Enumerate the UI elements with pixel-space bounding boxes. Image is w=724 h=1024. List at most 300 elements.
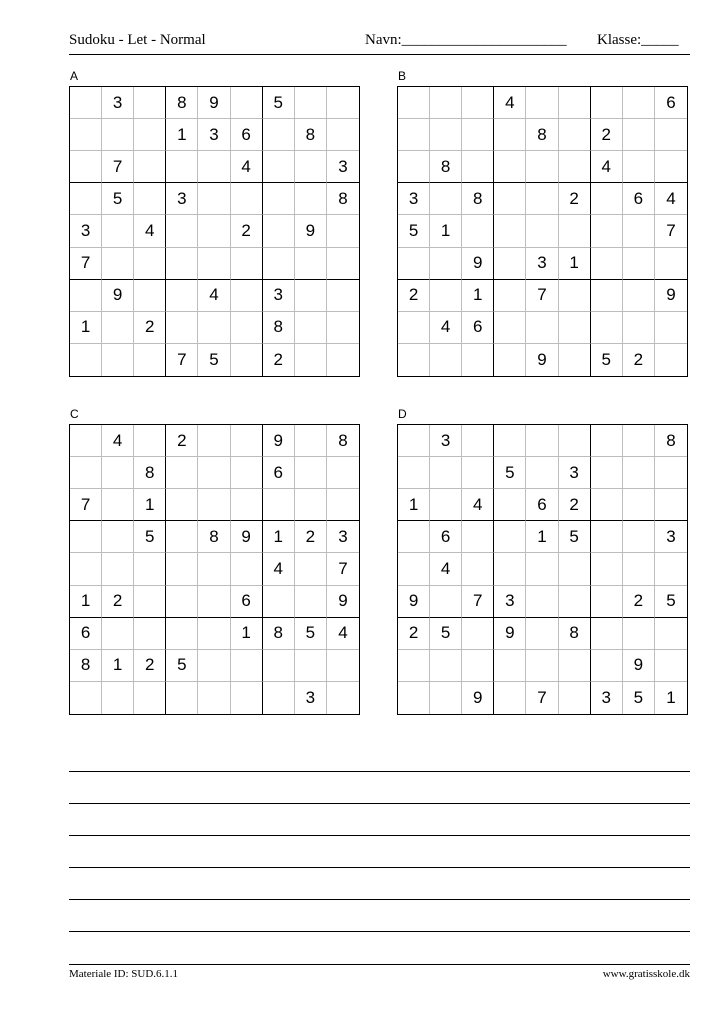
sudoku-cell: 1 bbox=[559, 248, 591, 280]
sudoku-cell: 8 bbox=[166, 87, 198, 119]
sudoku-cell bbox=[166, 215, 198, 247]
sudoku-cell: 8 bbox=[655, 425, 687, 457]
sudoku-cell bbox=[398, 650, 430, 682]
sudoku-cell bbox=[494, 280, 526, 312]
sudoku-cell bbox=[591, 521, 623, 553]
sudoku-cell bbox=[430, 119, 462, 151]
sudoku-cell bbox=[591, 87, 623, 119]
writing-line bbox=[69, 867, 690, 868]
sudoku-cell bbox=[327, 87, 359, 119]
sudoku-cell: 2 bbox=[623, 344, 655, 376]
sudoku-cell bbox=[263, 489, 295, 521]
sudoku-cell: 8 bbox=[263, 618, 295, 650]
sudoku-cell: 6 bbox=[462, 312, 494, 344]
sudoku-cell: 2 bbox=[134, 650, 166, 682]
puzzle-d-label: D bbox=[398, 407, 407, 421]
sudoku-cell bbox=[166, 553, 198, 585]
sudoku-cell: 7 bbox=[70, 489, 102, 521]
sudoku-cell bbox=[623, 618, 655, 650]
sudoku-grid-d bbox=[397, 424, 688, 715]
sudoku-cell bbox=[559, 87, 591, 119]
sudoku-cell: 3 bbox=[327, 151, 359, 183]
sudoku-cell: 9 bbox=[494, 618, 526, 650]
sudoku-cell bbox=[102, 553, 134, 585]
sudoku-cell: 3 bbox=[263, 280, 295, 312]
sudoku-cell: 7 bbox=[526, 280, 558, 312]
sudoku-cell bbox=[134, 119, 166, 151]
sudoku-cell: 1 bbox=[102, 650, 134, 682]
sudoku-cell: 3 bbox=[295, 682, 327, 714]
sudoku-cell bbox=[166, 521, 198, 553]
sudoku-cell: 4 bbox=[430, 553, 462, 585]
sudoku-cell bbox=[430, 682, 462, 714]
sudoku-cell: 3 bbox=[655, 521, 687, 553]
sudoku-cell bbox=[623, 312, 655, 344]
sudoku-cell bbox=[166, 248, 198, 280]
sudoku-cell bbox=[591, 248, 623, 280]
sudoku-cell bbox=[526, 312, 558, 344]
sudoku-cell: 6 bbox=[263, 457, 295, 489]
sudoku-cell bbox=[494, 553, 526, 585]
sudoku-cell: 3 bbox=[198, 119, 230, 151]
writing-line bbox=[69, 803, 690, 804]
sudoku-cell bbox=[591, 553, 623, 585]
sudoku-cell: 2 bbox=[559, 183, 591, 215]
sudoku-cell bbox=[494, 650, 526, 682]
sudoku-cell: 2 bbox=[231, 215, 263, 247]
sudoku-cell bbox=[559, 151, 591, 183]
sudoku-cell bbox=[102, 215, 134, 247]
writing-line bbox=[69, 771, 690, 772]
sudoku-cell bbox=[591, 312, 623, 344]
sudoku-cell bbox=[231, 650, 263, 682]
sudoku-cell bbox=[623, 248, 655, 280]
sudoku-cell bbox=[623, 425, 655, 457]
header-rule bbox=[69, 54, 690, 55]
sudoku-cell bbox=[591, 457, 623, 489]
sudoku-cell bbox=[295, 553, 327, 585]
website-link: www.gratisskole.dk bbox=[602, 968, 690, 980]
sudoku-cell: 5 bbox=[134, 521, 166, 553]
sudoku-cell bbox=[526, 425, 558, 457]
sudoku-cell: 2 bbox=[295, 521, 327, 553]
sudoku-grid-c bbox=[69, 424, 360, 715]
sudoku-cell bbox=[134, 425, 166, 457]
sudoku-cell bbox=[623, 87, 655, 119]
sudoku-cell bbox=[655, 489, 687, 521]
writing-line bbox=[69, 899, 690, 900]
sudoku-cell bbox=[327, 280, 359, 312]
sudoku-cell bbox=[559, 425, 591, 457]
sudoku-cell bbox=[327, 312, 359, 344]
sudoku-cell bbox=[70, 183, 102, 215]
sudoku-cell: 9 bbox=[102, 280, 134, 312]
name-field: Navn:______________________ bbox=[365, 32, 567, 48]
sudoku-cell: 5 bbox=[398, 215, 430, 247]
sudoku-cell bbox=[166, 312, 198, 344]
sudoku-cell bbox=[655, 248, 687, 280]
sudoku-cell: 7 bbox=[526, 682, 558, 714]
sudoku-cell bbox=[231, 553, 263, 585]
sudoku-cell: 7 bbox=[166, 344, 198, 376]
sudoku-cell bbox=[231, 489, 263, 521]
sudoku-cell bbox=[462, 521, 494, 553]
sudoku-cell bbox=[198, 682, 230, 714]
sudoku-cell bbox=[134, 87, 166, 119]
sudoku-cell: 5 bbox=[494, 457, 526, 489]
sudoku-cell: 6 bbox=[231, 586, 263, 618]
sudoku-cell bbox=[166, 682, 198, 714]
sudoku-cell bbox=[494, 248, 526, 280]
sudoku-cell bbox=[327, 344, 359, 376]
sudoku-cell: 4 bbox=[655, 183, 687, 215]
sudoku-cell bbox=[559, 553, 591, 585]
sudoku-cell bbox=[70, 344, 102, 376]
sudoku-cell bbox=[462, 151, 494, 183]
sudoku-cell bbox=[198, 425, 230, 457]
sudoku-cell: 1 bbox=[398, 489, 430, 521]
sudoku-cell bbox=[102, 618, 134, 650]
sudoku-cell: 4 bbox=[102, 425, 134, 457]
sudoku-cell bbox=[263, 119, 295, 151]
sudoku-cell: 1 bbox=[430, 215, 462, 247]
sudoku-cell bbox=[430, 586, 462, 618]
sudoku-cell bbox=[102, 489, 134, 521]
sudoku-cell bbox=[526, 586, 558, 618]
sudoku-cell bbox=[655, 457, 687, 489]
sudoku-cell bbox=[494, 682, 526, 714]
sudoku-cell: 3 bbox=[327, 521, 359, 553]
sudoku-cell: 8 bbox=[134, 457, 166, 489]
sudoku-cell bbox=[231, 344, 263, 376]
sudoku-cell bbox=[70, 280, 102, 312]
sudoku-cell bbox=[494, 151, 526, 183]
sudoku-cell bbox=[295, 457, 327, 489]
sudoku-cell bbox=[430, 87, 462, 119]
sudoku-cell bbox=[295, 344, 327, 376]
sudoku-cell bbox=[591, 586, 623, 618]
sudoku-cell: 3 bbox=[591, 682, 623, 714]
sudoku-cell bbox=[295, 183, 327, 215]
sudoku-cell bbox=[398, 87, 430, 119]
sudoku-cell bbox=[198, 183, 230, 215]
page-header bbox=[69, 32, 690, 54]
sudoku-cell bbox=[102, 521, 134, 553]
sudoku-cell bbox=[623, 119, 655, 151]
sudoku-cell bbox=[295, 586, 327, 618]
sudoku-cell bbox=[398, 457, 430, 489]
sudoku-cell: 7 bbox=[327, 553, 359, 585]
sudoku-cell bbox=[102, 248, 134, 280]
sudoku-cell bbox=[623, 280, 655, 312]
sudoku-cell bbox=[327, 119, 359, 151]
sudoku-cell bbox=[134, 586, 166, 618]
sudoku-cell bbox=[655, 553, 687, 585]
sudoku-cell bbox=[263, 183, 295, 215]
sudoku-grid-b bbox=[397, 86, 688, 377]
sudoku-cell bbox=[462, 457, 494, 489]
sudoku-cell bbox=[398, 682, 430, 714]
sudoku-cell bbox=[430, 344, 462, 376]
sudoku-cell: 1 bbox=[231, 618, 263, 650]
sudoku-cell bbox=[102, 457, 134, 489]
sudoku-cell: 3 bbox=[526, 248, 558, 280]
sudoku-cell bbox=[591, 618, 623, 650]
sudoku-cell bbox=[655, 618, 687, 650]
sudoku-cell: 3 bbox=[166, 183, 198, 215]
sudoku-cell: 7 bbox=[462, 586, 494, 618]
sudoku-cell bbox=[623, 215, 655, 247]
sudoku-cell bbox=[263, 650, 295, 682]
sudoku-cell bbox=[134, 344, 166, 376]
sudoku-cell bbox=[231, 312, 263, 344]
sudoku-cell: 2 bbox=[623, 586, 655, 618]
sudoku-cell bbox=[398, 312, 430, 344]
sudoku-cell bbox=[102, 682, 134, 714]
sudoku-cell: 3 bbox=[494, 586, 526, 618]
sudoku-cell bbox=[295, 87, 327, 119]
sudoku-cell bbox=[623, 489, 655, 521]
worksheet-title: Sudoku - Let - Normal bbox=[69, 32, 206, 48]
sudoku-cell: 3 bbox=[398, 183, 430, 215]
sudoku-cell bbox=[494, 312, 526, 344]
writing-line bbox=[69, 931, 690, 932]
sudoku-cell: 9 bbox=[623, 650, 655, 682]
puzzle-c-label: C bbox=[70, 407, 79, 421]
sudoku-cell: 6 bbox=[70, 618, 102, 650]
sudoku-cell bbox=[462, 425, 494, 457]
sudoku-cell bbox=[430, 183, 462, 215]
sudoku-cell: 6 bbox=[231, 119, 263, 151]
sudoku-cell: 6 bbox=[526, 489, 558, 521]
sudoku-cell: 3 bbox=[430, 425, 462, 457]
sudoku-cell: 2 bbox=[134, 312, 166, 344]
sudoku-cell bbox=[494, 215, 526, 247]
sudoku-cell bbox=[430, 248, 462, 280]
sudoku-cell bbox=[198, 618, 230, 650]
sudoku-cell bbox=[295, 280, 327, 312]
sudoku-cell bbox=[559, 215, 591, 247]
sudoku-cell: 4 bbox=[430, 312, 462, 344]
sudoku-cell bbox=[198, 553, 230, 585]
sudoku-cell bbox=[526, 457, 558, 489]
sudoku-cell bbox=[327, 215, 359, 247]
sudoku-cell bbox=[430, 650, 462, 682]
sudoku-cell bbox=[398, 151, 430, 183]
sudoku-cell bbox=[430, 489, 462, 521]
sudoku-cell: 5 bbox=[295, 618, 327, 650]
sudoku-cell bbox=[327, 650, 359, 682]
sudoku-cell: 1 bbox=[70, 312, 102, 344]
sudoku-cell bbox=[198, 650, 230, 682]
sudoku-cell bbox=[398, 248, 430, 280]
sudoku-cell bbox=[198, 457, 230, 489]
sudoku-cell bbox=[295, 650, 327, 682]
sudoku-cell bbox=[430, 457, 462, 489]
sudoku-cell: 8 bbox=[526, 119, 558, 151]
sudoku-cell bbox=[166, 618, 198, 650]
sudoku-cell: 5 bbox=[559, 521, 591, 553]
sudoku-cell bbox=[494, 489, 526, 521]
sudoku-cell: 5 bbox=[102, 183, 134, 215]
writing-line bbox=[69, 835, 690, 836]
sudoku-cell bbox=[655, 650, 687, 682]
sudoku-cell: 1 bbox=[134, 489, 166, 521]
sudoku-cell bbox=[102, 119, 134, 151]
puzzle-b-label: B bbox=[398, 69, 407, 83]
sudoku-cell: 8 bbox=[295, 119, 327, 151]
sudoku-cell bbox=[134, 553, 166, 585]
sudoku-cell bbox=[134, 280, 166, 312]
sudoku-cell bbox=[327, 248, 359, 280]
class-field: Klasse:_____ bbox=[597, 32, 679, 48]
sudoku-cell bbox=[655, 312, 687, 344]
sudoku-cell bbox=[591, 650, 623, 682]
sudoku-cell bbox=[295, 151, 327, 183]
sudoku-cell: 1 bbox=[526, 521, 558, 553]
sudoku-cell bbox=[398, 425, 430, 457]
sudoku-cell: 1 bbox=[263, 521, 295, 553]
sudoku-cell bbox=[70, 521, 102, 553]
sudoku-cell bbox=[263, 215, 295, 247]
sudoku-cell bbox=[295, 489, 327, 521]
sudoku-cell bbox=[166, 489, 198, 521]
sudoku-cell bbox=[430, 280, 462, 312]
sudoku-cell: 2 bbox=[102, 586, 134, 618]
sudoku-cell bbox=[494, 119, 526, 151]
sudoku-cell: 9 bbox=[327, 586, 359, 618]
sudoku-cell: 4 bbox=[134, 215, 166, 247]
sudoku-cell bbox=[494, 425, 526, 457]
sudoku-cell bbox=[655, 151, 687, 183]
sudoku-cell: 1 bbox=[166, 119, 198, 151]
sudoku-cell bbox=[70, 151, 102, 183]
sudoku-cell: 9 bbox=[398, 586, 430, 618]
sudoku-cell: 9 bbox=[462, 682, 494, 714]
sudoku-cell: 4 bbox=[462, 489, 494, 521]
sudoku-cell bbox=[623, 457, 655, 489]
sudoku-cell bbox=[526, 87, 558, 119]
sudoku-cell: 4 bbox=[231, 151, 263, 183]
sudoku-cell bbox=[526, 183, 558, 215]
sudoku-cell bbox=[70, 553, 102, 585]
sudoku-cell: 8 bbox=[430, 151, 462, 183]
sudoku-cell bbox=[623, 151, 655, 183]
sudoku-cell: 8 bbox=[462, 183, 494, 215]
sudoku-cell: 5 bbox=[655, 586, 687, 618]
sudoku-cell bbox=[526, 151, 558, 183]
sudoku-cell: 6 bbox=[655, 87, 687, 119]
sudoku-cell bbox=[198, 215, 230, 247]
sudoku-cell bbox=[494, 183, 526, 215]
sudoku-cell: 5 bbox=[430, 618, 462, 650]
sudoku-cell: 5 bbox=[166, 650, 198, 682]
sudoku-cell bbox=[70, 425, 102, 457]
sudoku-cell bbox=[655, 344, 687, 376]
sudoku-cell: 8 bbox=[327, 183, 359, 215]
sudoku-cell bbox=[102, 312, 134, 344]
sudoku-cell bbox=[327, 489, 359, 521]
sudoku-cell: 2 bbox=[559, 489, 591, 521]
sudoku-cell bbox=[70, 119, 102, 151]
sudoku-cell bbox=[462, 119, 494, 151]
sudoku-cell bbox=[70, 457, 102, 489]
puzzle-a-label: A bbox=[70, 69, 79, 83]
sudoku-cell: 6 bbox=[623, 183, 655, 215]
material-id: Materiale ID: SUD.6.1.1 bbox=[69, 968, 179, 980]
sudoku-cell: 9 bbox=[198, 87, 230, 119]
sudoku-cell: 4 bbox=[198, 280, 230, 312]
sudoku-cell bbox=[198, 248, 230, 280]
sudoku-cell bbox=[398, 119, 430, 151]
sudoku-cell: 9 bbox=[263, 425, 295, 457]
sudoku-cell: 9 bbox=[295, 215, 327, 247]
sudoku-cell bbox=[134, 618, 166, 650]
sudoku-cell bbox=[398, 344, 430, 376]
sudoku-cell bbox=[231, 248, 263, 280]
sudoku-cell: 5 bbox=[263, 87, 295, 119]
sudoku-cell: 4 bbox=[494, 87, 526, 119]
sudoku-cell: 8 bbox=[327, 425, 359, 457]
sudoku-cell: 2 bbox=[398, 280, 430, 312]
sudoku-cell: 9 bbox=[655, 280, 687, 312]
sudoku-cell bbox=[623, 553, 655, 585]
sudoku-cell bbox=[559, 650, 591, 682]
sudoku-cell bbox=[263, 682, 295, 714]
sudoku-cell bbox=[494, 344, 526, 376]
sudoku-cell bbox=[559, 119, 591, 151]
sudoku-cell: 3 bbox=[559, 457, 591, 489]
sudoku-cell: 7 bbox=[655, 215, 687, 247]
sudoku-cell: 2 bbox=[398, 618, 430, 650]
sudoku-cell: 5 bbox=[198, 344, 230, 376]
sudoku-cell: 1 bbox=[462, 280, 494, 312]
sudoku-cell bbox=[231, 457, 263, 489]
sudoku-cell bbox=[198, 151, 230, 183]
sudoku-cell bbox=[398, 553, 430, 585]
sudoku-cell bbox=[623, 521, 655, 553]
sudoku-cell bbox=[295, 312, 327, 344]
sudoku-cell bbox=[526, 553, 558, 585]
sudoku-cell bbox=[462, 344, 494, 376]
sudoku-cell bbox=[655, 119, 687, 151]
sudoku-cell bbox=[263, 586, 295, 618]
sudoku-cell bbox=[166, 280, 198, 312]
sudoku-cell bbox=[559, 312, 591, 344]
sudoku-cell: 8 bbox=[70, 650, 102, 682]
sudoku-cell bbox=[231, 280, 263, 312]
sudoku-cell: 8 bbox=[559, 618, 591, 650]
sudoku-cell bbox=[526, 618, 558, 650]
sudoku-cell bbox=[591, 425, 623, 457]
sudoku-cell bbox=[263, 151, 295, 183]
sudoku-cell bbox=[591, 183, 623, 215]
sudoku-cell bbox=[559, 586, 591, 618]
sudoku-cell bbox=[231, 183, 263, 215]
sudoku-cell: 5 bbox=[591, 344, 623, 376]
sudoku-cell: 8 bbox=[198, 521, 230, 553]
sudoku-cell bbox=[198, 312, 230, 344]
sudoku-cell bbox=[462, 650, 494, 682]
sudoku-cell: 4 bbox=[327, 618, 359, 650]
sudoku-cell bbox=[559, 344, 591, 376]
sudoku-cell: 6 bbox=[430, 521, 462, 553]
sudoku-cell bbox=[327, 457, 359, 489]
sudoku-grid-a bbox=[69, 86, 360, 377]
sudoku-cell bbox=[462, 618, 494, 650]
sudoku-cell bbox=[591, 215, 623, 247]
sudoku-cell: 9 bbox=[231, 521, 263, 553]
